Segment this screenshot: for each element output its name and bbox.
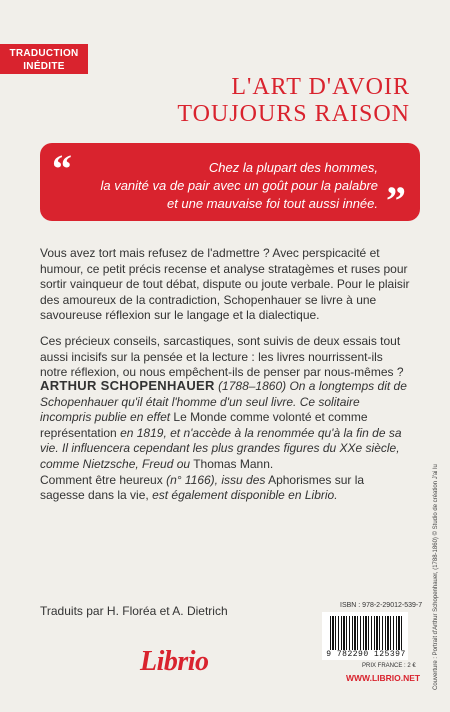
translation-badge	[0, 44, 88, 74]
badge-line-1: TRADUCTION	[9, 48, 79, 59]
author-dates: (1788–1860)	[218, 379, 287, 393]
barcode-bars	[330, 616, 402, 650]
bio-text-3: issu des	[221, 472, 266, 487]
bio-name-mann: Thomas Mann.	[193, 456, 274, 471]
librio-logo: Librio	[140, 646, 209, 677]
book-title	[177, 74, 410, 128]
barcode	[322, 612, 408, 660]
bio-book-title-1: Le Monde comme volonté et comme représentation	[40, 410, 368, 440]
summary-paragraph-1: Vous avez tort mais refusez de l'admettre ? Avec perspicacité et humour, ce petit précis recense et analyse stratagèmes et ruses pour sortir vainqueur de tout débat, dispute ou joute verbale. Pour le plaisir des amoureux de la contradiction, Schopenhauer se livre à une savoureuse réflexion sur le langage et la dialectique.	[40, 246, 410, 323]
bio-book-title-3: Aphorismes sur la sagesse dans la vie,	[40, 472, 365, 503]
bio-number: (n° 1166),	[166, 472, 219, 487]
translators: Traduits par H. Floréa et A. Dietrich	[40, 604, 228, 618]
bio-book-title-2: Comment être heureux	[40, 472, 163, 487]
cover-credit: Couverture : Portrait d'Arthur Schopenhauer, (1788-1860) © Studio de création J'ai lu	[433, 464, 439, 690]
open-quote-icon: “	[52, 146, 72, 191]
quote-line-3: et une mauvaise foi tout aussi innée.	[166, 196, 378, 211]
summary-paragraph-2: Ces précieux conseils, sarcastiques, sont suivis de deux essais tout aussi incisifs sur la pensée et la lecture : les livres nourrissent-ils notre réflexion, ou nous empêchent-ils de penser par nous-mêmes ?	[40, 334, 404, 380]
author-name: ARTHUR SCHOPENHAUER	[40, 378, 215, 393]
bio-text-4: est également disponible en Librio.	[152, 488, 338, 503]
badge-line-2: INÉDITE	[23, 61, 65, 72]
title-line-2: TOUJOURS RAISON	[177, 101, 410, 127]
isbn: ISBN : 978-2-29012-539-7	[340, 602, 423, 609]
bio-text-2: en 1819, et n'accède à la renommée qu'à la fin de sa vie. Il influencera cependant les plus grandes figures du XXe siècle, comme Nietzsche, Freud ou	[40, 425, 402, 471]
bio-text-1: On a longtemps dit de Schopenhauer qu'il était l'homme d'un seul livre. Ce solitaire incompris publie en effet	[40, 379, 407, 425]
quote-line-2: la vanité va de pair avec un goût pour la palabre	[100, 178, 378, 193]
close-quote-icon: ”	[386, 178, 406, 223]
price: PRIX FRANCE : 2 €	[362, 663, 416, 669]
quote-line-1: Chez la plupart des hommes,	[208, 160, 378, 175]
website: WWW.LIBRIO.NET	[346, 673, 421, 683]
title-line-1: L'ART D'AVOIR	[231, 74, 410, 100]
quote-box	[40, 143, 420, 221]
author-bio	[40, 378, 412, 504]
barcode-number: 9 782290 125397	[326, 650, 406, 659]
quote-text	[58, 159, 378, 213]
